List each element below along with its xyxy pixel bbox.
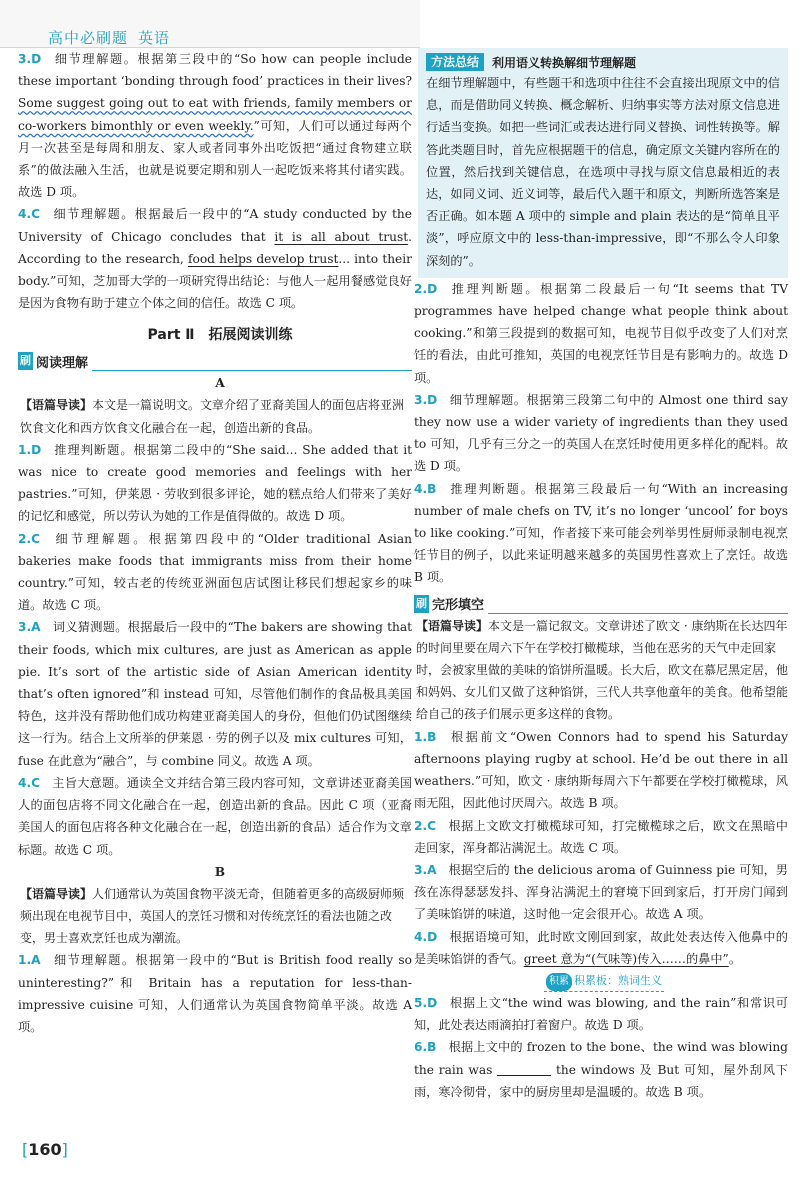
item-number: 1. (18, 442, 32, 457)
cloze-item-3 (414, 859, 788, 926)
cloze-section-tag (414, 593, 788, 615)
answer-item-a4 (18, 772, 412, 861)
page-number: [160] (22, 1140, 68, 1159)
guide-tag: 【语篇导读】 (416, 618, 489, 633)
brush-icon: 刷 (18, 352, 33, 370)
underlined-phrase: greet 意为“(气味等)传入……的鼻中” (523, 951, 729, 966)
item-text: 根据上文“the wind was blowing, and the rain”和常识可知，此处表达雨滴拍打着窗户。故选 D 项。 (414, 995, 788, 1033)
note-bubble (544, 972, 664, 992)
answer-item-a1 (18, 439, 412, 528)
item-text: 推理判断题。根据第三段最后一句“With an increasing number of male chefs on TV, it’s no longer ‘uncool’ for boys to like cooking.”可知，作者接下来可能会列举男性厨师录制电视烹饪节目的例子，以此来证明越来越多的英国男性喜欢上了烹饪。故选 B 项。 (414, 481, 788, 585)
method-body: 在细节理解题中，有些题干和选项中往往不会直接出现原文中的信息，而是借助同义转换、概念解析、归纳事实等方法对原文信息进行适当变换。如把一些词汇或表达进行同义替换、词性转换等。解答此类题目时，首先应根据题干的信息，确定原文关键内容所在的位置，然后找到关键信息，在选项中寻找与原文信息最相近的表达，如同义词、近义词等，最后代入题干和原文，判断所选答案是否正确。如本题 A 项中的 simple and plain 表达的是“简单且平淡”，呼应原文中的 less-than-impressive，即“不那么令人印象深刻的”。 (426, 76, 780, 268)
left-column (18, 48, 412, 1038)
item-text: 主旨大意题。通读全文并结合第三段内容可知，文章讲述亚裔美国人的面包店将不同文化融合在一起，创造出新的食品。因此 C 项（亚裔美国人的面包店将各种文化融合在一起，创造出新的食品）适合作为文章标题。故选 C 项。 (18, 775, 412, 857)
item-answer: C (31, 531, 41, 546)
right-column (414, 48, 789, 1103)
underlined-phrase: food helps develop trust (187, 251, 339, 266)
item-number: 2. (414, 281, 428, 296)
item-text-cont: 。 (728, 951, 741, 966)
item-number: 6. (414, 1040, 428, 1055)
item-answer: C (31, 775, 41, 790)
item-text: 根据前文“Owen Connors had to spend his Saturday afternoons playing rugby at school. He’d be out there in all weathers.”可知，欧文 · 康纳斯每周六下午都要在学校打橄榄球，风雨无阻，因此他讨厌周六。故选 B 项。 (414, 729, 788, 811)
item-text: 词义猜测题。根据最后一段中的“The bakers are showing that their foods, which mix cultures, are just as American as apple pie. It’s sort of the artistic side of Asian American identity that’s often ignored”和 instead 可知，尽管他们制作的食品极具美国特色，这并没有帮助他们成功构建亚裔美国人的身份，但他们仍试图继续这一行为。结合上文所举的伊莱恩 · 劳的例子以及 mix cultures 可知，fuse 在此意为“融合”，与 combine 同义。故选 A 项。 (18, 620, 412, 768)
item-text-cont: the windows 及 But 可知，屋外刮风下雨，寒冷彻骨，家中的厨房里却是温暖的。故选 B 项。 (414, 1062, 788, 1099)
subject-title: 英语 (138, 29, 171, 47)
answer-item-b2 (414, 278, 788, 389)
item-text: 根据上文中的 frozen to the bone、the wind was blowing the rain was (414, 1040, 788, 1077)
accumulation-note (424, 970, 788, 992)
passage-letter-b: B (214, 864, 226, 879)
answer-item-3 (18, 48, 412, 203)
item-text: 推理判断题。根据第二段最后一句“It seems that TV programmes have helped change what people think about cooking.”和第三段提到的数据可知，电视节目似乎改变了人们对烹饪的看法，由此可推知，英国的电视烹饪节目是有影响力的。故选 D 项。 (414, 281, 788, 385)
item-answer: A (31, 953, 41, 968)
passage-letter-a: A (215, 376, 225, 391)
item-text-cont: ... into their body.”可知，芝加哥大学的一项研究得出结论：与他人一起用餐感觉良好是因为食物有助于建立个体之间的信任。故选 C 项。 (18, 251, 412, 311)
header-title (48, 27, 170, 48)
guide-text: 本文是一篇记叙文。文章讲述了欧文 · 康纳斯在长达四年的时间里要在周六下午在学校打橄榄球，当他在恶劣的天气中走回家时，会被家里做的美味的馅饼所温暖。长大后，欧文在慕尼黑定居，他和妈妈、女儿们又做了这种馅饼，三代人共享他童年的美食。他希望能给自己的孩子们展示更多这样的食物。 (416, 618, 789, 722)
item-text: 细节理解题。根据第三段中的“So how can people include these important ‘bonding through food’ practices in their lives? (18, 52, 412, 89)
underlined-quote: Some suggest going out to eat with friends, family members or co-workers bimonthly or even weekly. (18, 96, 412, 133)
passage-a-guide (20, 394, 412, 438)
item-answer: D (31, 52, 42, 66)
book-title: 高中必刷题 (48, 29, 129, 47)
page-number-value: 160 (28, 1140, 62, 1159)
item-text: 细节理解题。根据第四段中的“Older traditional Asian bakeries make foods that immigrants miss from their home country.”可知，较古老的传统亚洲面包店试图让移民们想起家乡的味道。故选 C 项。 (18, 531, 412, 613)
guide-text: 本文是一篇说明文。文章介绍了亚裔美国人的面包店将亚洲饮食文化和西方饮食文化融合在一起，创造出新的食品。 (20, 398, 405, 435)
item-number: 4. (414, 481, 428, 496)
item-text: 根据上文欧文打橄榄球可知，打完橄榄球之后，欧文在黑暗中走回家，浑身都沾满泥土。故选 C 项。 (414, 818, 788, 855)
item-number: 4. (18, 207, 32, 222)
passage-b-guide (20, 883, 412, 950)
guide-tag: 【语篇导读】 (20, 886, 93, 901)
item-answer: C (31, 207, 41, 222)
item-number: 4. (18, 775, 32, 790)
item-answer: B (427, 729, 437, 744)
item-answer: D (427, 392, 438, 407)
item-answer: D (31, 442, 42, 457)
note-icon: 积累 (546, 973, 572, 991)
item-answer: D (427, 929, 438, 944)
cloze-item-5 (414, 992, 788, 1036)
item-number: 3. (414, 392, 428, 407)
method-title: 利用语义转换解细节理解题 (492, 55, 637, 70)
item-text: 推理判断题。根据第二段中的“She said... She added that it was nice to create good memories and feelings with her pastries.”可知，伊莱恩 · 劳收到很多评论，她的糕点给人们带来了美好的记忆和感觉，所以劳认为她的工作是值得做的。故选 D 项。 (18, 442, 412, 524)
cloze-item-2 (414, 815, 788, 859)
answer-item-b4 (414, 478, 788, 589)
guide-tag: 【语篇导读】 (20, 398, 93, 413)
page-header (0, 0, 800, 48)
item-answer: A (427, 862, 437, 877)
item-text: 细节理解题。根据最后一段中的“A study conducted by the University of Chicago concludes that (18, 207, 412, 244)
section-label: 完形填空 (432, 598, 485, 614)
answer-item-a2 (18, 528, 412, 617)
item-answer: B (427, 1040, 437, 1055)
method-badge: 方法总结 (426, 53, 484, 71)
underlined-phrase: it is all about trust (274, 229, 409, 244)
cloze-item-6 (414, 1036, 788, 1103)
fill-blank (497, 1064, 551, 1076)
item-number: 3. (414, 862, 428, 877)
item-text: 细节理解题。根据第一段中的“But is British food really so uninteresting?”和 Britain has a reputation for less-than-impressive cuisine 可知，人们通常认为英国食物简单平淡。故选 A 项。 (18, 953, 412, 1034)
item-answer: C (427, 818, 437, 833)
item-text: 根据空后的 the delicious aroma of Guinness pie 可知，男孩在冻得瑟瑟发抖、浑身沾满泥土的窘境下回到家后，打开房门闻到了美味馅饼的味道，这时他一定会很开心。故选 A 项。 (414, 862, 788, 922)
item-number: 3. (18, 620, 32, 635)
brush-icon: 刷 (414, 595, 429, 613)
cloze-guide (416, 615, 788, 726)
item-answer: D (427, 995, 438, 1010)
method-summary-box (418, 48, 788, 278)
answer-item-4 (18, 203, 412, 314)
cloze-item-1 (414, 726, 788, 815)
reading-section-tag (18, 350, 412, 372)
answer-item-b1 (18, 949, 412, 1038)
item-number: 1. (18, 953, 32, 968)
section-underline (92, 351, 412, 371)
item-number: 4. (414, 929, 428, 944)
item-text-cont: . According to the research, (18, 229, 412, 266)
cloze-item-4 (414, 926, 788, 970)
note-label: 积累板：熟词生义 (574, 973, 662, 987)
item-text: 根据语境可知，此时欧文刚回到家，故此处表达传入他鼻中的是美味馅饼的香气。 (414, 929, 788, 966)
item-text: 细节理解题。根据第三段第二句中的 Almost one third say they now use a wider variety of ingredients than they used to 可知，几乎有三分之一的英国人在烹饪时使用更多样化的配料。故选 D 项。 (414, 392, 788, 474)
item-number: 1. (414, 729, 428, 744)
section-label: 阅读理解 (36, 355, 89, 371)
item-number: 5. (414, 995, 428, 1010)
item-answer: D (427, 281, 438, 296)
item-answer: B (427, 481, 437, 496)
item-answer: A (31, 620, 41, 635)
item-number: 2. (18, 531, 32, 546)
item-number: 2. (414, 818, 428, 833)
answer-item-a3 (18, 616, 412, 771)
item-number: 3. (18, 52, 32, 66)
method-header (426, 52, 780, 72)
guide-text: 人们通常认为英国食物平淡无奇，但随着更多的高级厨师频频出现在电视节目中，英国人的烹饪习惯和对传统烹饪的看法也随之改变，男士喜欢烹饪也成为潮流。 (20, 886, 405, 946)
section-underline (488, 594, 788, 614)
part-title: Part Ⅱ 拓展阅读训练 (147, 327, 293, 344)
answer-item-b3 (414, 389, 788, 478)
item-text-cont: ”可知，人们可以通过每两个月一次甚至是每周和朋友、家人或者同事外出吃饭把“通过食物建立联系”的做法融入生活，也就是说要定期和别人一起吃饭来将其付诸实践。故选 D 项。 (18, 118, 412, 200)
